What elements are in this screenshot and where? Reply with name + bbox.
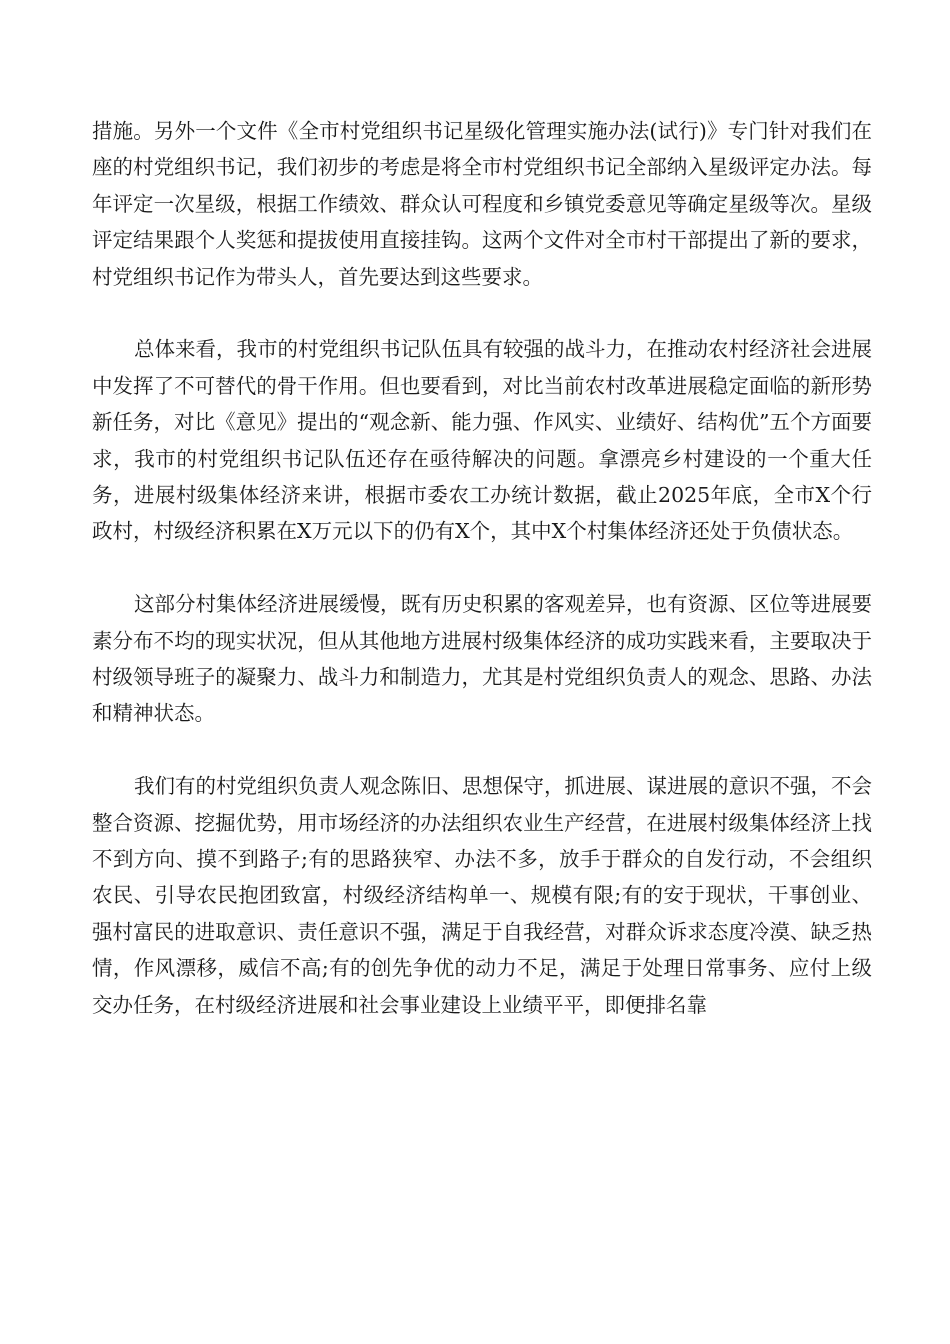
paragraph-gap: [92, 550, 872, 586]
paragraph-gap: [92, 732, 872, 768]
paragraph-gap: [92, 295, 872, 331]
paragraph-2: 总体来看，我市的村党组织书记队伍具有较强的战斗力，在推动农村经济社会进展中发挥了不可替代的骨干作用。但也要看到，对比当前农村改革进展稳定面临的新形势新任务，对比《意见》提出的“观念新、能力强、作风实、业绩好、结构优”五个方面要求，我市的村党组织书记队伍还存在亟待解决的问题。拿漂亮乡村建设的一个重大任务，进展村级集体经济来讲，根据市委农工办统计数据，截止2025年底，全市X个行政村，村级经济积累在X万元以下的仍有X个，其中X个村集体经济还处于负债状态。: [92, 337, 872, 544]
paragraph-3: 这部分村集体经济进展缓慢，既有历史积累的客观差异，也有资源、区位等进展要素分布不均的现实状况，但从其他地方进展村级集体经济的成功实践来看，主要取决于村级领导班子的凝聚力、战斗力和制造力，尤其是村党组织负责人的观念、思路、办法和精神状态。: [92, 592, 872, 726]
paragraph-4: 我们有的村党组织负责人观念陈旧、思想保守，抓进展、谋进展的意识不强，不会整合资源、挖掘优势，用市场经济的办法组织农业生产经营，在进展村级集体经济上找不到方向、摸不到路子;有的思路狭窄、办法不多，放手于群众的自发行动，不会组织农民、引导农民抱团致富，村级经济结构单一、规模有限;有的安于现状，干事创业、强村富民的进取意识、责任意识不强，满足于自我经营，对群众诉求态度冷漠、缺乏热情，作风漂移，威信不高;有的创先争优的动力不足，满足于处理日常事务、应付上级交办任务，在村级经济进展和社会事业建设上业绩平平，即便排名靠: [92, 774, 872, 1017]
paragraph-1: 措施。另外一个文件《全市村党组织书记星级化管理实施办法(试行)》专门针对我们在座的村党组织书记，我们初步的考虑是将全市村党组织书记全部纳入星级评定办法。每年评定一次星级，根据工作绩效、群众认可程度和乡镇党委意见等确定星级等次。星级评定结果跟个人奖惩和提拔使用直接挂钩。这两个文件对全市村干部提出了新的要求，村党组织书记作为带头人，首先要达到这些要求。: [92, 119, 872, 289]
document-body: [92, 113, 872, 1023]
